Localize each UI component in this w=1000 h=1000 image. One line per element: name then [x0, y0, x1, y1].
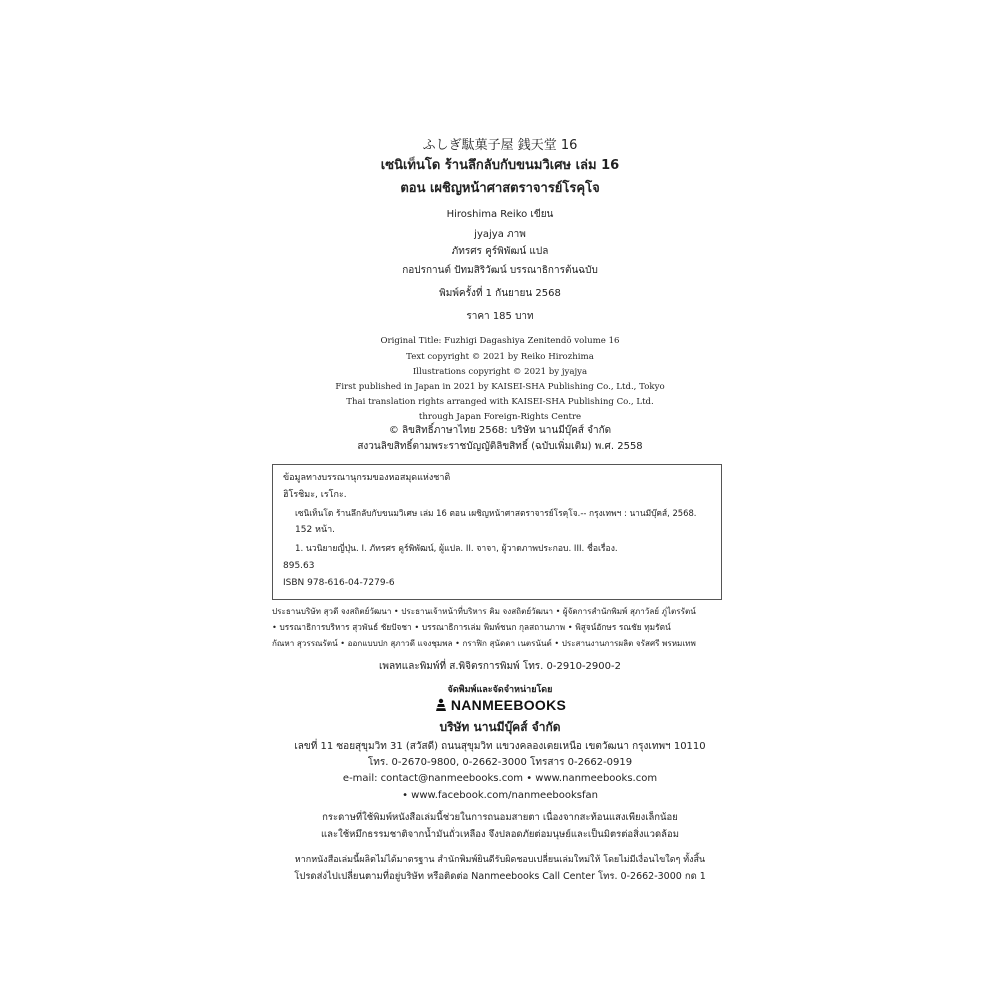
cip-classification: 895.63 [283, 561, 315, 571]
distributed-by-label: จัดพิมพ์และจัดจำหน่ายโดย [447, 685, 553, 695]
publisher-logo [0, 697, 1000, 713]
cip-isbn: ISBN 978-616-04-7279-6 [283, 578, 395, 588]
replacement-notice: หากหนังสือเล่มนี้ผลิตไม่ได้มาตรฐาน สำนักพิมพ์ยินดีรับผิดชอบเปลี่ยนเล่มใหม่ให้ โดยไม่มีเงื่อนไขใดๆ ทั้งสิ้น [294, 855, 706, 865]
book-subtitle: ตอน เผชิญหน้าศาสตราจารย์โรคุโจ [400, 181, 600, 196]
cip-heading: ข้อมูลทางบรรณานุกรมของหอสมุดแห่งชาติ [283, 473, 451, 483]
company-name: บริษัท นานมีบุ๊คส์ จำกัด [439, 720, 561, 734]
text-copyright: Text copyright © 2021 by Reiko Hirozhima [406, 352, 594, 362]
company-email-web: e-mail: contact@nanmeebooks.com • www.nanmeebooks.com [342, 773, 658, 784]
thai-copyright: © ลิขสิทธิ์ภาษาไทย 2568: บริษัท นานมีบุ๊คส์ จำกัด [388, 425, 612, 436]
company-address: เลขที่ 11 ซอยสุขุมวิท 31 (สวัสดี) ถนนสุขุมวิท แขวงคลองเตยเหนือ เขตวัฒนา กรุงเทพฯ 10110 [294, 741, 706, 752]
cip-author: ฮิโรชิมะ, เรโกะ. [283, 490, 347, 500]
editor-credit: กอปรกานต์ ปัทมสิริวัฒน์ บรรณาธิการต้นฉบับ [402, 265, 598, 276]
company-phone: โทร. 0-2670-9800, 0-2662-3000 โทรสาร 0-2662-0919 [367, 757, 633, 768]
cip-box [272, 464, 722, 600]
illustrator-credit: jyajya ภาพ [474, 229, 526, 240]
copyright-act: สงวนลิขสิทธิ์ตามพระราชบัญญัติลิขสิทธิ์ (ฉบับเพิ่มเติม) พ.ศ. 2558 [357, 441, 643, 452]
staff-line: • บรรณาธิการบริหาร สุวพันธ์ ชัยปัจชา • บรรณาธิการเล่ม พิมพ์ชนก กุลสถานภาพ • พิสูจน์อักษร รณชัย ทุมรัตน์ [272, 622, 671, 632]
nanmeebooks-logo-icon [434, 698, 448, 712]
staff-line: กัณหา สุวรรณรัตน์ • ออกแบบปก สุภาวดี แจงชุมพล • กราฟิก สุนัดดา เนตรนันต์ • ประสานงานการผลิต จรัสศรี พรหมเทพ [272, 638, 696, 648]
call-center-notice: โปรดส่งไปเปลี่ยนตามที่อยู่บริษัท หรือติดต่อ Nanmeebooks Call Center โทร. 0-2662-3000 กด 1 [294, 871, 706, 882]
rights-agency: through Japan Foreign-Rights Centre [418, 412, 582, 422]
company-facebook: • www.facebook.com/nanmeebooksfan [402, 790, 598, 801]
price-line: ราคา 185 บาท [466, 311, 534, 322]
cip-subjects: 1. นวนิยายญี่ปุ่น. I. ภัทรศร คูร์พิพัฒน์, ผู้แปล. II. จาจา, ผู้วาดภาพประกอบ. III. ชื่อเรื่อง. [295, 544, 618, 554]
translator-credit: ภัทรศร คูร์พิพัฒน์ แปล [451, 246, 549, 257]
cip-title: เซนิเท็นโด ร้านลึกลับกับขนมวิเศษ เล่ม 16 ตอน เผชิญหน้าศาสตราจารย์โรคุโจ.-- กรุงเทพฯ : นานมีบุ๊คส์, 2568. [295, 508, 697, 518]
logo-text: NANMEEBOOKS [450, 697, 567, 713]
paper-notice: กระดาษที่ใช้พิมพ์หนังสือเล่มนี้ช่วยในการถนอมสายตา เนื่องจากสะท้อนแสงเพียงเล็กน้อย [322, 812, 678, 823]
ink-notice: และใช้หมึกธรรมชาติจากน้ำมันถั่วเหลือง จึงปลอดภัยต่อมนุษย์และเป็นมิตรต่อสิ่งแวดล้อม [321, 829, 679, 840]
thai-rights: Thai translation rights arranged with KAISEI-SHA Publishing Co., Ltd. [346, 397, 654, 407]
staff-line: ประธานบริษัท สุวดี จงสถิตย์วัฒนา • ประธานเจ้าหน้าที่บริหาร คิม จงสถิตย์วัฒนา • ผู้จัดการสำนักพิมพ์ สุภาวัลย์ ภู่ไตรรัตน์ [272, 606, 696, 616]
first-published: First published in Japan in 2021 by KAISEI-SHA Publishing Co., Ltd., Tokyo [335, 382, 665, 392]
book-title: เซนิเท็นโด ร้านลึกลับกับขนมวิเศษ เล่ม 16 [380, 158, 620, 173]
edition-line: พิมพ์ครั้งที่ 1 กันยายน 2568 [439, 288, 561, 299]
cip-pages: 152 หน้า. [295, 525, 336, 535]
series-title-japanese: ふしぎ駄菓子屋 銭天堂 16 [422, 138, 578, 153]
original-title: Original Title: Fuzhigi Dagashiya Zenitendō volume 16 [380, 336, 620, 346]
printer-line: เพลทและพิมพ์ที่ ส.พิจิตรการพิมพ์ โทร. 0-2910-2900-2 [379, 661, 621, 672]
author-credit: Hiroshima Reiko เขียน [446, 209, 554, 220]
illustrations-copyright: Illustrations copyright © 2021 by jyajya [412, 367, 588, 377]
